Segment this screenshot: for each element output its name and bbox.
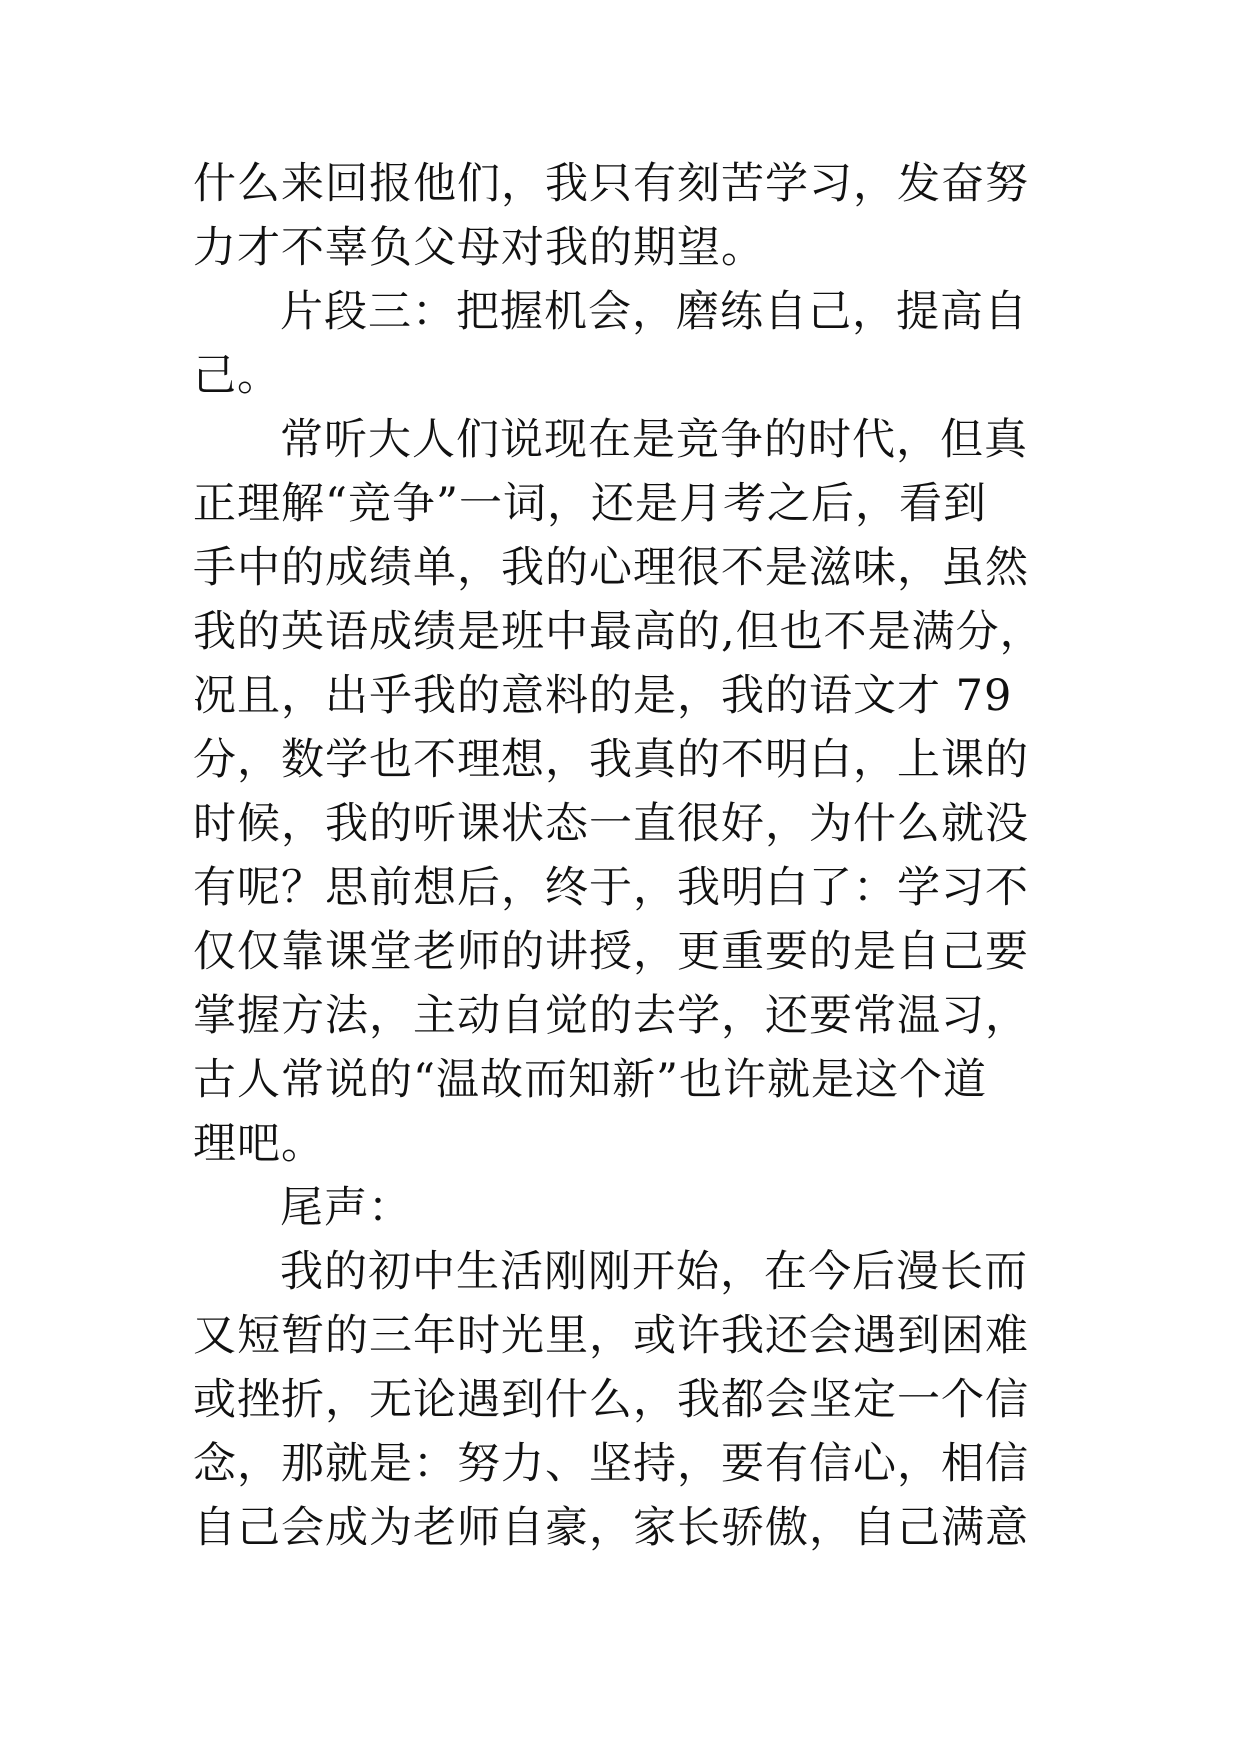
text-line: 我的英语成绩是班中最高的,但也不是满分， [193, 607, 1044, 657]
text-line: 力才不辜负父母对我的期望。 [193, 223, 765, 273]
section-heading: 尾声： [280, 1183, 412, 1233]
text-line: 正理解“竞争”一词，还是月考之后，看到 [193, 479, 987, 529]
text-line: 自己会成为老师自豪，家长骄傲，自己满意 [193, 1503, 1029, 1553]
text-line: 手中的成绩单，我的心理很不是滋味，虽然 [193, 543, 1029, 593]
text-line: 仅仅靠课堂老师的讲授，更重要的是自己要 [193, 927, 1029, 977]
text-line: 有呢？思前想后，终于，我明白了：学习不 [193, 863, 1029, 913]
text-line: 己。 [193, 351, 281, 401]
text-line: 分，数学也不理想，我真的不明白，上课的 [193, 735, 1029, 785]
text-line: 时候，我的听课状态一直很好，为什么就没 [193, 799, 1029, 849]
section-heading: 片段三：把握机会，磨练自己，提高自 [280, 287, 1028, 337]
text-line: 掌握方法，主动自觉的去学，还要常温习， [193, 991, 1029, 1041]
paragraph-start: 常听大人们说现在是竞争的时代，但真 [280, 415, 1028, 465]
text-line: 古人常说的“温故而知新”也许就是这个道 [193, 1055, 987, 1105]
text-line: 况且，出乎我的意料的是，我的语文才 79 [193, 671, 1013, 721]
paragraph-start: 我的初中生活刚刚开始，在今后漫长而 [280, 1247, 1028, 1297]
text-line: 理吧。 [193, 1119, 325, 1169]
text-line: 念，那就是：努力、坚持，要有信心，相信 [193, 1439, 1029, 1489]
text-line: 或挫折，无论遇到什么，我都会坚定一个信 [193, 1375, 1029, 1425]
text-line: 又短暂的三年时光里，或许我还会遇到困难 [193, 1311, 1029, 1361]
text-line: 什么来回报他们，我只有刻苦学习，发奋努 [193, 159, 1029, 209]
document-body [193, 152, 1073, 1560]
